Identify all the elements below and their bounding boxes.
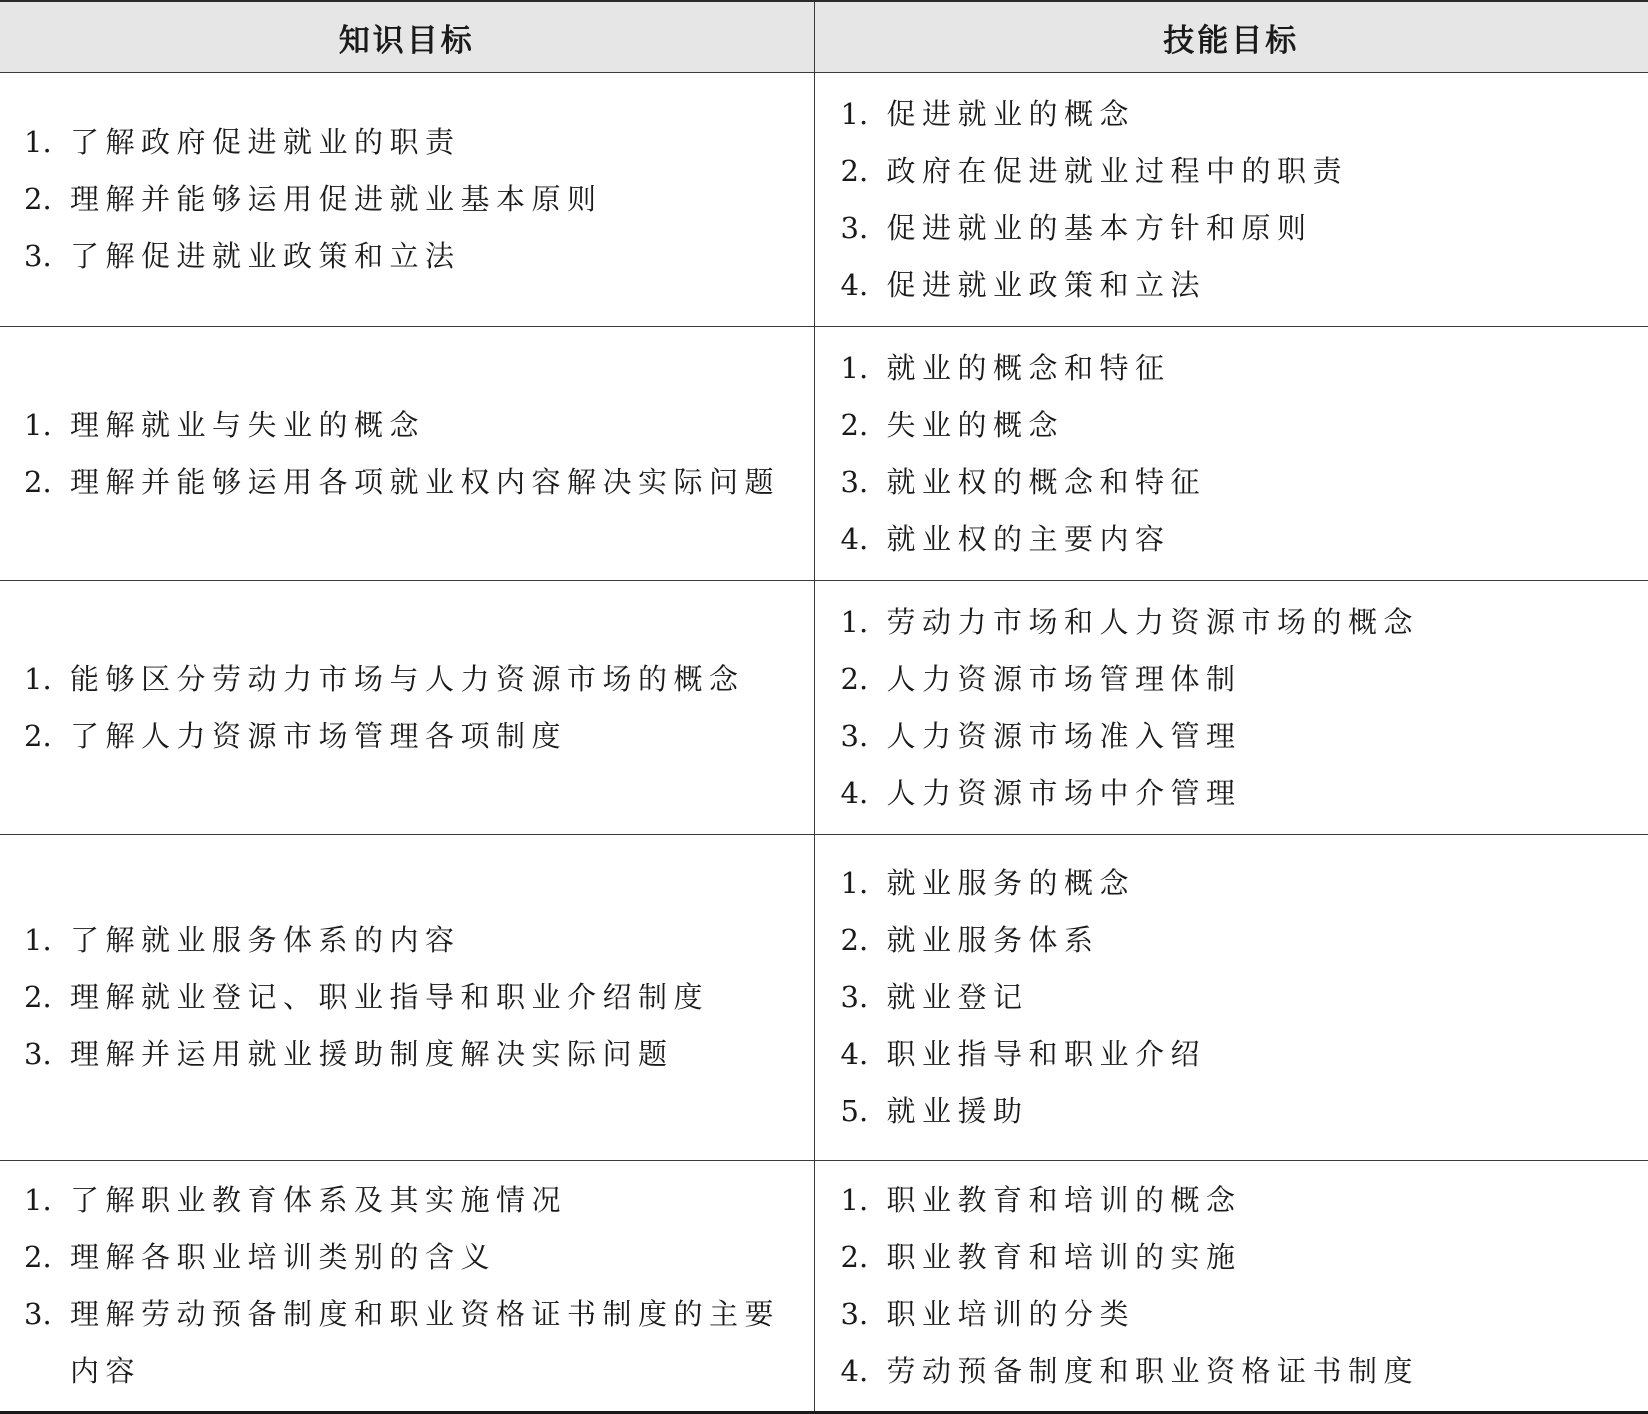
list-item	[24, 912, 804, 969]
item-number: 3.	[841, 969, 887, 1026]
table-row	[0, 327, 1648, 581]
item-text: 职业教育和培训的实施	[887, 1229, 1242, 1286]
table-row	[0, 581, 1648, 835]
knowledge-list	[0, 912, 814, 1083]
knowledge-list	[0, 114, 814, 285]
item-number: 1.	[24, 397, 70, 454]
table-header-row	[0, 1, 1648, 73]
item-text: 理解就业登记、职业指导和职业介绍制度	[70, 969, 709, 1026]
item-number: 3.	[24, 1026, 70, 1083]
list-item	[841, 1286, 1639, 1343]
item-number: 2.	[841, 651, 887, 708]
knowledge-cell	[0, 327, 814, 581]
knowledge-list	[0, 1172, 814, 1400]
item-number: 1.	[24, 114, 70, 171]
item-text: 职业教育和培训的概念	[887, 1172, 1242, 1229]
item-number: 2.	[841, 1229, 887, 1286]
item-text: 了解政府促进就业的职责	[70, 114, 461, 171]
item-text: 就业权的主要内容	[887, 511, 1171, 568]
item-number: 4.	[841, 1343, 887, 1400]
list-item	[24, 171, 804, 228]
knowledge-cell	[0, 835, 814, 1161]
item-text: 人力资源市场中介管理	[887, 765, 1242, 822]
table-row	[0, 835, 1648, 1161]
list-item	[841, 1172, 1639, 1229]
item-text: 了解人力资源市场管理各项制度	[70, 708, 567, 765]
skill-list	[815, 594, 1648, 822]
list-item	[841, 1229, 1639, 1286]
item-text: 了解促进就业政策和立法	[70, 228, 461, 285]
item-number: 1.	[841, 855, 887, 912]
list-item	[841, 912, 1639, 969]
item-text: 就业的概念和特征	[887, 340, 1171, 397]
item-number: 2.	[24, 708, 70, 765]
list-item	[841, 340, 1639, 397]
item-text: 能够区分劳动力市场与人力资源市场的概念	[70, 651, 745, 708]
knowledge-list	[0, 397, 814, 511]
item-number: 4.	[841, 765, 887, 822]
knowledge-list	[0, 651, 814, 765]
skill-cell	[814, 1161, 1648, 1413]
list-item	[24, 969, 804, 1026]
list-item	[24, 1286, 804, 1400]
list-item	[841, 708, 1639, 765]
item-text: 理解并能够运用促进就业基本原则	[70, 171, 603, 228]
item-number: 1.	[841, 340, 887, 397]
item-text: 人力资源市场管理体制	[887, 651, 1242, 708]
item-number: 1.	[24, 1172, 70, 1229]
item-number: 3.	[24, 228, 70, 285]
item-number: 3.	[841, 200, 887, 257]
item-text: 政府在促进就业过程中的职责	[887, 143, 1349, 200]
list-item	[841, 257, 1639, 314]
skill-list	[815, 1172, 1648, 1400]
item-text: 理解并能够运用各项就业权内容解决实际问题	[70, 454, 780, 511]
item-text: 就业援助	[887, 1083, 1029, 1140]
item-number: 1.	[841, 1172, 887, 1229]
item-text: 人力资源市场准入管理	[887, 708, 1242, 765]
item-number: 4.	[841, 257, 887, 314]
item-text: 就业登记	[887, 969, 1029, 1026]
item-text: 了解就业服务体系的内容	[70, 912, 461, 969]
skill-cell	[814, 327, 1648, 581]
list-item	[841, 454, 1639, 511]
item-text: 职业指导和职业介绍	[887, 1026, 1207, 1083]
item-number: 5.	[841, 1083, 887, 1140]
list-item	[841, 143, 1639, 200]
knowledge-cell	[0, 581, 814, 835]
item-text: 理解劳动预备制度和职业资格证书制度的主要内容	[70, 1286, 804, 1400]
item-text: 就业服务的概念	[887, 855, 1136, 912]
header-skill-goals: 技能目标	[814, 1, 1648, 73]
item-text: 劳动预备制度和职业资格证书制度	[887, 1343, 1420, 1400]
knowledge-cell	[0, 73, 814, 327]
item-number: 3.	[841, 1286, 887, 1343]
item-text: 理解就业与失业的概念	[70, 397, 425, 454]
list-item	[24, 1229, 804, 1286]
knowledge-cell	[0, 1161, 814, 1413]
header-knowledge-goals: 知识目标	[0, 1, 814, 73]
list-item	[841, 969, 1639, 1026]
list-item	[24, 1172, 804, 1229]
list-item	[24, 228, 804, 285]
item-number: 2.	[841, 912, 887, 969]
list-item	[24, 651, 804, 708]
list-item	[841, 765, 1639, 822]
item-text: 促进就业的基本方针和原则	[887, 200, 1313, 257]
item-number: 3.	[841, 454, 887, 511]
list-item	[841, 511, 1639, 568]
list-item	[841, 397, 1639, 454]
item-number: 3.	[841, 708, 887, 765]
item-number: 2.	[24, 171, 70, 228]
list-item	[841, 1026, 1639, 1083]
item-text: 了解职业教育体系及其实施情况	[70, 1172, 567, 1229]
skill-cell	[814, 581, 1648, 835]
item-text: 理解并运用就业援助制度解决实际问题	[70, 1026, 674, 1083]
item-text: 促进就业政策和立法	[887, 257, 1207, 314]
list-item	[841, 1083, 1639, 1140]
list-item	[841, 594, 1639, 651]
item-number: 2.	[24, 1229, 70, 1286]
list-item	[841, 651, 1639, 708]
skill-list	[815, 855, 1648, 1140]
skill-list	[815, 340, 1648, 568]
item-number: 1.	[841, 594, 887, 651]
item-text: 理解各职业培训类别的含义	[70, 1229, 496, 1286]
item-text: 就业权的概念和特征	[887, 454, 1207, 511]
list-item	[24, 1026, 804, 1083]
list-item	[24, 397, 804, 454]
item-number: 1.	[24, 651, 70, 708]
item-text: 失业的概念	[887, 397, 1065, 454]
skill-cell	[814, 73, 1648, 327]
list-item	[24, 708, 804, 765]
item-number: 2.	[841, 397, 887, 454]
table-row	[0, 1161, 1648, 1413]
item-number: 3.	[24, 1286, 70, 1343]
item-number: 1.	[24, 912, 70, 969]
item-text: 职业培训的分类	[887, 1286, 1136, 1343]
skill-cell	[814, 835, 1648, 1161]
item-text: 就业服务体系	[887, 912, 1100, 969]
item-number: 4.	[841, 1026, 887, 1083]
table-row	[0, 73, 1648, 327]
item-number: 4.	[841, 511, 887, 568]
list-item	[841, 855, 1639, 912]
skill-list	[815, 86, 1648, 314]
list-item	[24, 454, 804, 511]
list-item	[841, 86, 1639, 143]
list-item	[24, 114, 804, 171]
item-number: 1.	[841, 86, 887, 143]
item-text: 劳动力市场和人力资源市场的概念	[887, 594, 1420, 651]
item-number: 2.	[24, 969, 70, 1026]
item-number: 2.	[841, 143, 887, 200]
item-number: 2.	[24, 454, 70, 511]
list-item	[841, 200, 1639, 257]
list-item	[841, 1343, 1639, 1400]
item-text: 促进就业的概念	[887, 86, 1136, 143]
